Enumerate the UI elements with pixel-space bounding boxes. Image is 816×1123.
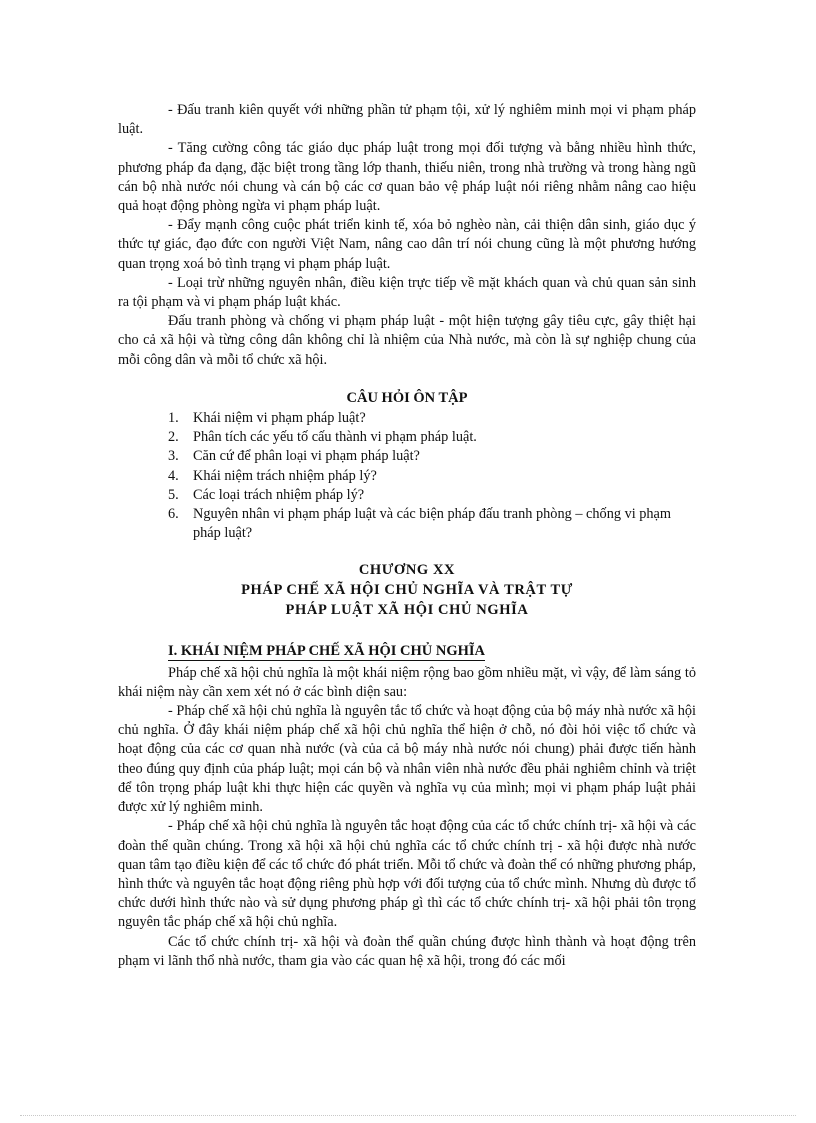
section-heading: I. KHÁI NIỆM PHÁP CHẾ XÃ HỘI CHỦ NGHĨA bbox=[168, 643, 486, 660]
paragraph: - Pháp chế xã hội chủ nghĩa là nguyên tắc hoạt động của các tổ chức chính trị- xã hội và các đoàn thể quần chúng. Trong xã hội xã hội chủ nghĩa các tổ chức chính trị - xã hội được nhà nước quan tâm tạo điều kiện để các tổ chức đó phát triển. Mỗi tổ chức và đoàn thể có những phương pháp, hình thức và nguyên tắc hoạt động riêng phù hợp với đối tượng của tổ chức mình. Nhưng dù được tổ chức dưới hình thức nào và sử dụng phương pháp gì thì các tổ chức chính trị- xã hội phải tôn trọng nguyên tắc pháp chế xã hội chủ nghĩa. bbox=[118, 818, 696, 931]
list-text: Nguyên nhân vi phạm pháp luật và các biện pháp đấu tranh phòng – chống vi phạm pháp luật? bbox=[193, 506, 672, 542]
list-text: Phân tích các yếu tố cấu thành vi phạm pháp luật. bbox=[193, 429, 477, 446]
paragraph: - Đẩy mạnh công cuộc phát triển kinh tế, xóa bỏ nghèo nàn, cải thiện dân sinh, giáo dục ý thức tự giác, đạo đức con người Việt Nam, nâng cao dân trí nói chung cũng là một phương hướng quan trọng xoá bỏ tình trạng vi phạm pháp luật. bbox=[118, 217, 696, 272]
document-page bbox=[118, 101, 696, 971]
list-number: 3. bbox=[168, 448, 179, 465]
list-item bbox=[118, 447, 696, 466]
list-item bbox=[118, 428, 696, 447]
list-text: Căn cứ để phân loại vi phạm pháp luật? bbox=[193, 448, 420, 465]
page-divider bbox=[20, 1115, 796, 1116]
list-text: Khái niệm vi phạm pháp luật? bbox=[193, 410, 366, 427]
list-number: 4. bbox=[168, 467, 179, 484]
list-number: 6. bbox=[168, 506, 179, 523]
list-item bbox=[118, 467, 696, 486]
chapter-title-line-2: PHÁP LUẬT XÃ HỘI CHỦ NGHĨA bbox=[285, 602, 529, 619]
list-item bbox=[118, 505, 696, 543]
paragraph: - Tăng cường công tác giáo dục pháp luật trong mọi đối tượng và bằng nhiều hình thức, phương pháp đa dạng, đặc biệt trong tầng lớp thanh, thiếu niên, trong nhà trường và trong hàng ngũ cán bộ nhà nước nói chung và cán bộ các cơ quan bảo vệ pháp luật nói riêng nhằm nâng cao hiệu quả hoạt động phòng ngừa vi phạm pháp luật. bbox=[118, 140, 696, 215]
paragraph: Các tổ chức chính trị- xã hội và đoàn thể quần chúng được hình thành và hoạt động trên phạm vi lãnh thổ nhà nước, tham gia vào các quan hệ xã hội, trong đó các mối bbox=[118, 933, 696, 969]
list-text: Các loại trách nhiệm pháp lý? bbox=[193, 486, 365, 503]
list-number: 5. bbox=[168, 486, 179, 503]
list-item bbox=[118, 486, 696, 505]
list-text: Khái niệm trách nhiệm pháp lý? bbox=[193, 467, 377, 484]
paragraph: - Loại trừ những nguyên nhân, điều kiện trực tiếp về mặt khách quan và chủ quan sản sinh ra tội phạm và vi phạm pháp luật khác. bbox=[118, 274, 696, 311]
review-questions-list bbox=[118, 409, 696, 543]
list-number: 2. bbox=[168, 429, 179, 446]
paragraph: Pháp chế xã hội chủ nghĩa là một khái niệm rộng bao gồm nhiều mặt, vì vậy, để làm sáng tỏ khái niệm này cần xem xét nó ở các bình diện sau: bbox=[118, 664, 696, 700]
chapter-heading bbox=[118, 560, 696, 620]
review-questions-title: CÂU HỎI ÔN TẬP bbox=[346, 389, 468, 406]
chapter-number: CHƯƠNG XX bbox=[358, 562, 456, 579]
paragraph: Đấu tranh phòng và chống vi phạm pháp luật - một hiện tượng gây tiêu cực, gây thiệt hại cho cả xã hội và từng công dân không chỉ là nhiệm của Nhà nước, mà còn là sự nghiệp chung của mỗi công dân và mỗi tổ chức xã hội. bbox=[118, 313, 696, 368]
list-item bbox=[118, 409, 696, 428]
paragraph: - Đấu tranh kiên quyết với những phần tử phạm tội, xử lý nghiêm minh mọi vi phạm pháp luật. bbox=[118, 102, 696, 138]
paragraph: - Pháp chế xã hội chủ nghĩa là nguyên tắc tổ chức và hoạt động của bộ máy nhà nước xã hội chủ nghĩa. Ở đây khái niệm pháp chế xã hội chủ nghĩa thể hiện ở chỗ, nó đòi hỏi việc tổ chức và hoạt động của các cơ quan nhà nước (và của cả bộ máy nhà nước nói chung) phải được tiến hành theo đúng quy định của pháp luật; mọi cán bộ và nhân viên nhà nước đều phải nghiêm chỉnh và triệt để tôn trọng pháp luật khi thực hiện các quyền và nghĩa vụ của mình; mọi vi phạm pháp luật phải được xử lý nghiêm minh. bbox=[118, 703, 696, 816]
list-number: 1. bbox=[168, 410, 179, 427]
chapter-title-line-1: PHÁP CHẾ XÃ HỘI CHỦ NGHĨA VÀ TRẬT TỰ bbox=[241, 582, 573, 599]
